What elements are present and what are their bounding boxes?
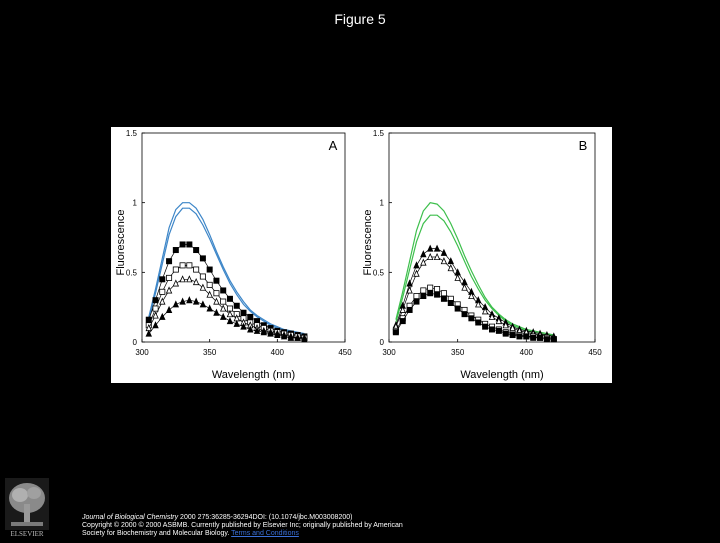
y-tick-label: 0.5 — [372, 268, 384, 278]
data-point — [187, 263, 192, 268]
panel-label: A — [328, 138, 338, 153]
citation-text: 2000 275:36285-36294DOI: (10.1074/jbc.M003008200) — [178, 514, 353, 521]
series-line — [396, 257, 554, 338]
series-0 — [149, 203, 305, 334]
data-point — [234, 303, 239, 308]
data-point — [510, 332, 515, 337]
data-point — [407, 307, 412, 312]
panel-label: B — [578, 138, 588, 153]
data-point — [194, 279, 199, 285]
data-point — [180, 242, 185, 247]
data-point — [531, 335, 536, 340]
data-point — [400, 319, 405, 324]
society-text: Society for Biochemistry and Molecular Biology. — [82, 530, 230, 537]
data-point — [187, 242, 192, 247]
data-point — [221, 288, 226, 293]
data-point — [173, 267, 178, 272]
data-point — [517, 334, 522, 339]
y-tick-label: 1.5 — [125, 129, 137, 138]
data-point — [248, 314, 253, 319]
figure-panel — [111, 127, 612, 383]
series-1 — [149, 208, 305, 335]
data-point — [462, 312, 467, 317]
citation-footer — [82, 514, 712, 538]
society-line — [82, 530, 712, 538]
data-point — [153, 298, 158, 303]
data-point — [227, 296, 232, 301]
data-point — [200, 256, 205, 261]
data-point — [234, 321, 239, 327]
data-point — [194, 267, 199, 272]
series-2 — [393, 246, 556, 339]
series-line — [149, 208, 305, 335]
data-point — [173, 301, 178, 307]
data-point — [207, 282, 212, 287]
data-point — [483, 324, 488, 329]
data-point — [166, 275, 171, 280]
data-point — [524, 334, 529, 339]
series-line — [149, 300, 305, 339]
x-tick-label: 350 — [450, 348, 465, 357]
y-axis-label: Fluorescence — [115, 209, 127, 276]
data-point — [428, 285, 433, 290]
data-point — [200, 285, 205, 291]
data-point — [414, 271, 419, 277]
data-point — [187, 297, 192, 303]
x-axis-label: Wavelength (nm) — [211, 369, 296, 381]
data-point — [496, 328, 501, 333]
y-axis-label: Fluorescence — [362, 209, 374, 276]
data-point — [166, 259, 171, 264]
data-point — [221, 299, 226, 304]
terms-link[interactable]: Terms and Conditions — [231, 530, 299, 537]
figure-svg — [111, 127, 612, 383]
y-tick-label: 1.5 — [372, 129, 384, 138]
data-point — [469, 316, 474, 321]
x-tick-label: 300 — [135, 348, 149, 357]
y-tick-label: 0 — [379, 338, 384, 347]
y-tick-label: 0 — [132, 338, 137, 347]
series-5 — [146, 297, 307, 342]
data-point — [393, 330, 398, 335]
logo-text: ELSEVIER — [10, 530, 44, 538]
series-line — [396, 215, 554, 335]
series-line — [149, 245, 305, 337]
data-point — [421, 251, 426, 257]
data-point — [166, 307, 171, 313]
data-point — [227, 318, 232, 324]
data-point — [448, 300, 453, 305]
data-point — [428, 291, 433, 296]
x-tick-label: 300 — [382, 348, 396, 357]
data-point — [476, 320, 481, 325]
series-line — [149, 203, 305, 334]
data-point — [173, 280, 178, 286]
data-point — [537, 335, 542, 340]
x-tick-label: 400 — [519, 348, 534, 357]
data-point — [221, 314, 226, 320]
citation-line — [82, 514, 712, 522]
chart-panel-a — [115, 129, 352, 381]
data-point — [180, 263, 185, 268]
data-point — [214, 310, 219, 316]
data-point — [194, 247, 199, 252]
elsevier-logo — [5, 478, 49, 538]
chart-panel-b — [362, 129, 602, 381]
x-tick-label: 450 — [338, 348, 352, 357]
data-point — [434, 292, 439, 297]
data-point — [421, 288, 426, 293]
data-point — [551, 337, 556, 342]
data-point — [503, 331, 508, 336]
data-point — [227, 311, 232, 317]
y-tick-label: 1 — [379, 198, 384, 208]
data-point — [173, 247, 178, 252]
series-1 — [396, 215, 554, 335]
data-point — [160, 298, 165, 304]
data-point — [421, 259, 426, 265]
y-tick-label: 1 — [132, 198, 137, 208]
x-tick-label: 350 — [202, 348, 217, 357]
data-point — [160, 289, 165, 294]
data-point — [544, 337, 549, 342]
x-axis-label: Wavelength (nm) — [460, 369, 544, 381]
data-point — [414, 299, 419, 304]
data-point — [153, 306, 158, 311]
data-point — [200, 274, 205, 279]
journal-name: Journal of Biological Chemistry — [82, 514, 179, 521]
data-point — [421, 293, 426, 298]
x-tick-label: 450 — [588, 348, 602, 357]
data-point — [214, 278, 219, 283]
data-point — [434, 286, 439, 291]
data-point — [200, 301, 205, 307]
series-line — [396, 249, 554, 337]
data-point — [489, 327, 494, 332]
data-point — [214, 291, 219, 296]
y-tick-label: 0.5 — [125, 268, 137, 278]
data-point — [441, 296, 446, 301]
copyright-line: Copyright © 2000 © 2000 ASBMB. Currently published by Elsevier Inc; originally published by American — [82, 522, 403, 529]
elsevier-tree-icon — [5, 478, 49, 538]
data-point — [441, 258, 446, 264]
data-point — [414, 293, 419, 298]
data-point — [160, 277, 165, 282]
data-point — [441, 291, 446, 296]
data-point — [207, 267, 212, 272]
data-point — [441, 250, 446, 256]
x-tick-label: 400 — [270, 348, 285, 357]
data-point — [207, 305, 212, 311]
data-point — [455, 306, 460, 311]
data-point — [241, 310, 246, 315]
slide-title: Figure 5 — [334, 11, 386, 27]
